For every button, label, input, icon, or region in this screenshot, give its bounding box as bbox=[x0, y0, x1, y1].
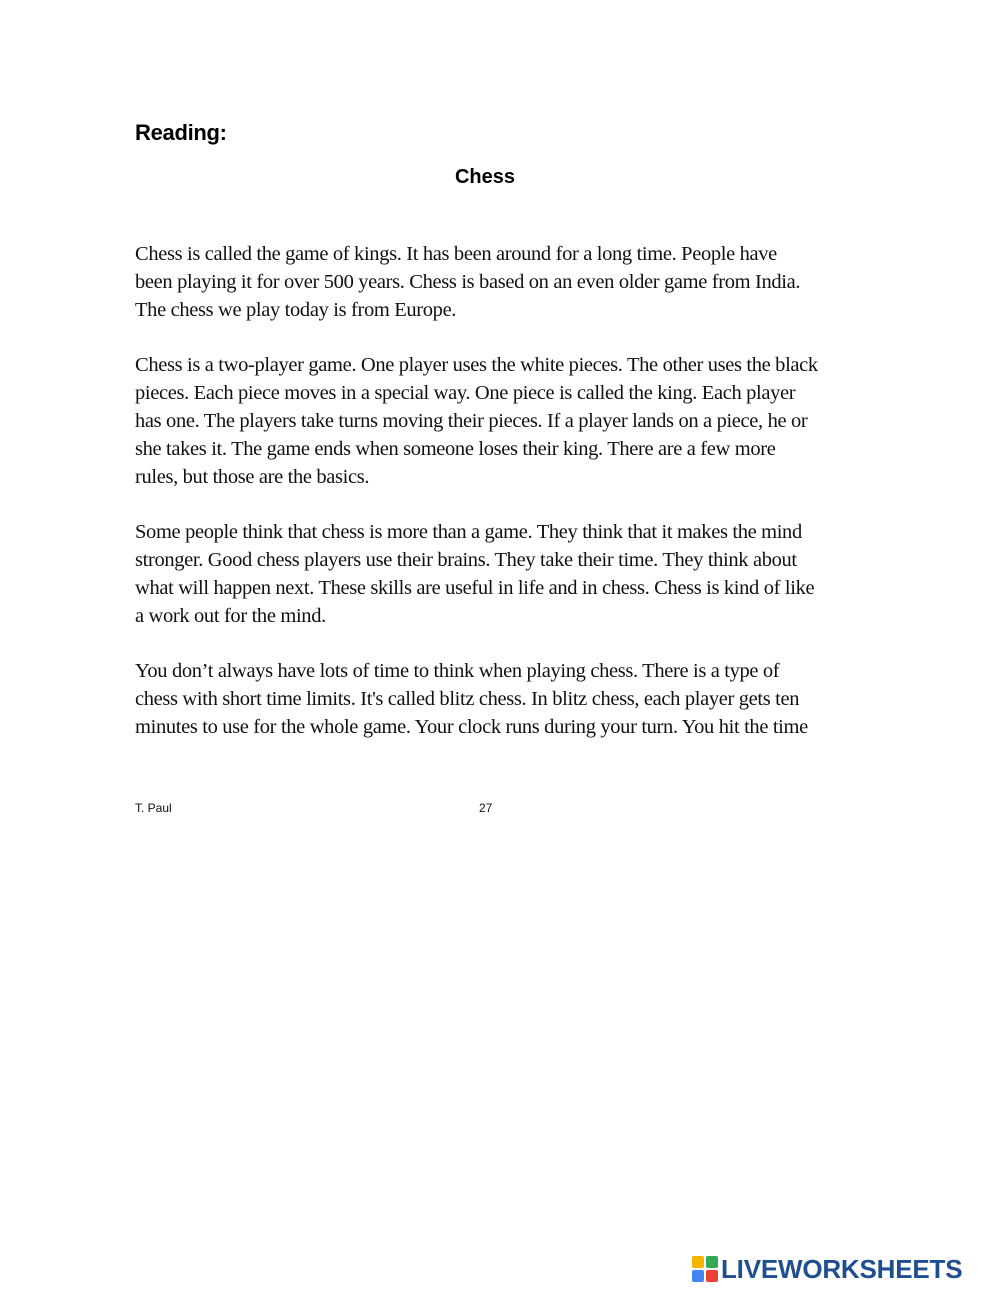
passage-line: Chess is a two-player game. One player uses the white pieces. The other uses the black bbox=[135, 354, 818, 376]
passage-line: Some people think that chess is more than a game. They think that it makes the mind bbox=[135, 521, 802, 543]
passage-paragraph bbox=[135, 657, 855, 741]
passage-line: pieces. Each piece moves in a special way. One piece is called the king. Each player bbox=[135, 382, 796, 404]
passage-line: has one. The players take turns moving their pieces. If a player lands on a piece, he or bbox=[135, 410, 808, 432]
passage-paragraph bbox=[135, 240, 855, 324]
liveworksheets-brand[interactable] bbox=[692, 1254, 962, 1284]
passage-line: a work out for the mind. bbox=[135, 605, 326, 627]
reading-passage bbox=[135, 240, 855, 768]
footer-author: T. Paul bbox=[135, 801, 172, 815]
passage-line: been playing it for over 500 years. Chess is based on an even older game from India. bbox=[135, 271, 801, 293]
passage-line: she takes it. The game ends when someone loses their king. There are a few more bbox=[135, 438, 776, 460]
liveworksheets-logo-icon bbox=[692, 1256, 718, 1282]
passage-line: rules, but those are the basics. bbox=[135, 466, 370, 488]
section-heading: Reading: bbox=[135, 120, 227, 145]
passage-paragraph bbox=[135, 351, 855, 491]
passage-line: Chess is called the game of kings. It has been around for a long time. People have bbox=[135, 243, 777, 265]
passage-line: You don’t always have lots of time to think when playing chess. There is a type of bbox=[135, 660, 780, 682]
passage-line: minutes to use for the whole game. Your clock runs during your turn. You hit the time bbox=[135, 716, 808, 738]
passage-line: stronger. Good chess players use their brains. They take their time. They think about bbox=[135, 549, 797, 571]
footer-page-number: 27 bbox=[479, 801, 493, 815]
passage-line: chess with short time limits. It's called blitz chess. In blitz chess, each player gets ten bbox=[135, 688, 800, 710]
passage-paragraph bbox=[135, 518, 855, 630]
brand-name: LIVEWORKSHEETS bbox=[721, 1253, 963, 1284]
document-title: Chess bbox=[454, 166, 516, 188]
passage-line: The chess we play today is from Europe. bbox=[135, 299, 457, 321]
passage-line: what will happen next. These skills are useful in life and in chess. Chess is kind of like bbox=[135, 577, 815, 599]
